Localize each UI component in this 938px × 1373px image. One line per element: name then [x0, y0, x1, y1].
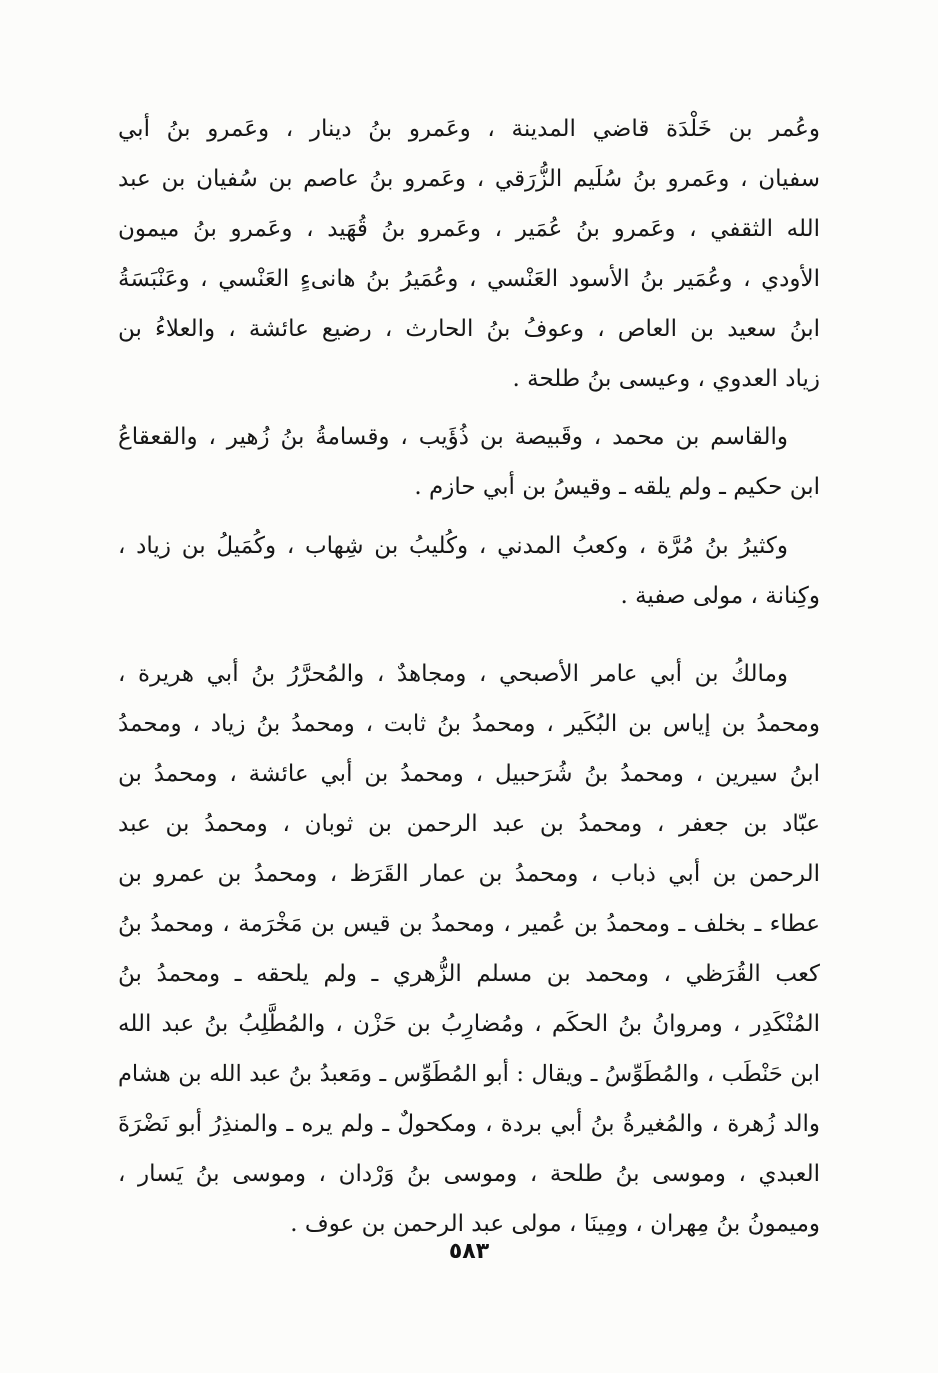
text-line: العبدي ، وموسى بنُ طلحة ، وموسى بنُ وَرْدان ، وموسى بنُ يَسار ،: [118, 1161, 820, 1187]
text-line: والقاسم بن محمد ، وقَبيصة بن ذُؤَيب ، وقسامةُ بنُ زُهير ، والقعقاعُ: [118, 424, 788, 450]
text-line: ابن حكيم ـ ولم يلقه ـ وقيسُ بن أبي حازم .: [414, 474, 820, 500]
text-line: سفيان ، وعَمرو بنُ سُلَيم الزُّرَقي ، وعَمرو بنُ عاصم بن سُفيان بن عبد: [118, 166, 820, 192]
text-line: ابن حَنْطَب ، والمُطَوِّسُ ـ ويقال : أبو المُطَوِّس ـ ومَعبدُ بنُ عبد الله بن هشام: [118, 1061, 820, 1087]
text-line: وميمونُ بنُ مِهران ، ومِينَا ، مولى عبد الرحمن بن عوف .: [290, 1211, 820, 1237]
text-line: وعُمر بن خَلْدَة قاضي المدينة ، وعَمرو بنُ دينار ، وعَمرو بنُ أبي: [118, 116, 820, 142]
text-line: ومالكُ بن أبي عامر الأصبحي ، ومجاهدٌ ، والمُحرَّرُ بنُ أبي هريرة ،: [118, 661, 788, 687]
page-number: ٥٨٣: [448, 1239, 490, 1264]
text-line: المُنْكَدِر ، ومروانُ بنُ الحكَم ، ومُضارِبُ بن حَزْن ، والمُطَّلِبُ بنُ عبد الله: [118, 1011, 820, 1037]
text-line: كعب القُرَظي ، ومحمد بن مسلم الزُّهري ـ ولم يلحقه ـ ومحمدُ بنُ: [118, 961, 820, 987]
text-line: عبّاد بن جعفر ، ومحمدُ بن عبد الرحمن بن ثوبان ، ومحمدُ بن عبد: [118, 811, 820, 837]
text-line: ابنُ سيرين ، ومحمدُ بنُ شُرَحبيل ، ومحمدُ بن أبي عائشة ، ومحمدُ بن: [118, 761, 820, 787]
text-line: ابنُ سعيد بن العاص ، وعوفُ بنُ الحارث ، رضيع عائشة ، والعلاءُ بن: [118, 316, 820, 342]
text-line: وكثيرُ بنُ مُرَّة ، وكعبُ المدني ، وكُليبُ بن شِهاب ، وكُمَيلُ بن زياد ،: [118, 533, 788, 559]
text-line: الرحمن بن أبي ذباب ، ومحمدُ بن عمار القَرَظ ، ومحمدُ بن عمرو بن: [118, 861, 820, 887]
text-line: وكِنانة ، مولى صفية .: [620, 583, 820, 609]
text-line: والد زُهرة ، والمُغيرةُ بنُ أبي بردة ، ومكحولٌ ـ ولم يره ـ والمنذِرُ أبو نَضْرَةَ: [118, 1111, 820, 1137]
text-line: ومحمدُ بن إياس بن البُكَير ، ومحمدُ بنُ ثابت ، ومحمدُ بنُ زياد ، ومحمدُ: [118, 711, 820, 737]
text-line: عطاء ـ بخلف ـ ومحمدُ بن عُمير ، ومحمدُ بن قيس بن مَخْرَمة ، ومحمدُ بنُ: [118, 911, 820, 937]
text-line: زياد العدوي ، وعيسى بنُ طلحة .: [512, 366, 820, 392]
text-line: الأودي ، وعُمَير بنُ الأسود العَنْسي ، وعُمَيرُ بنُ هانىءٍ العَنْسي ، وعَنْبَسَةُ: [118, 266, 820, 292]
text-line: الله الثقفي ، وعَمرو بنُ عُمَير ، وعَمرو بنُ قُهَيد ، وعَمرو بنُ ميمون: [118, 216, 820, 242]
